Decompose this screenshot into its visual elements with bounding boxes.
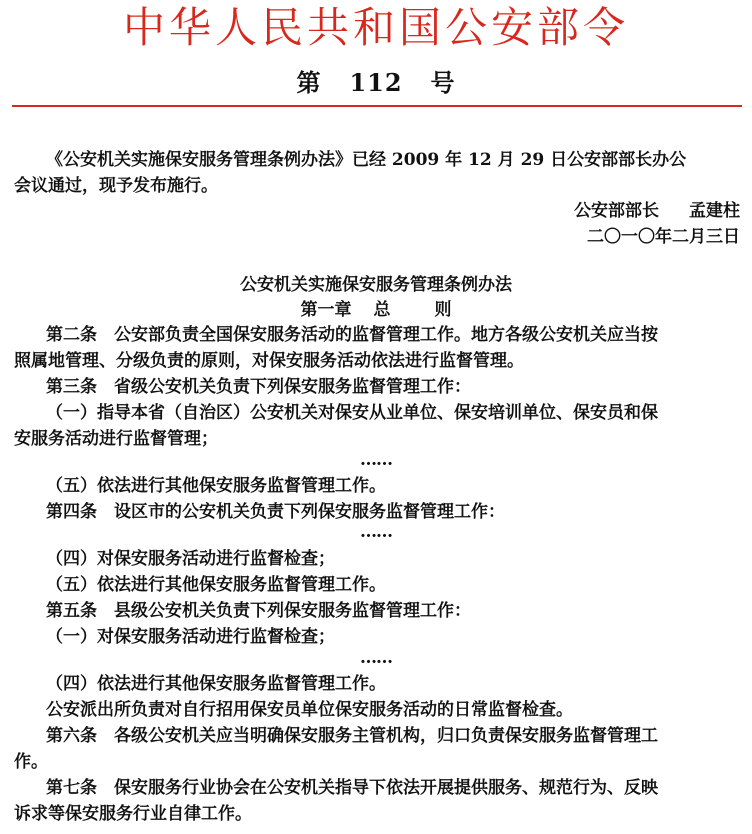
article-6-line-1: 第六条 各级公安机关应当明确保安服务主管机构，归口负责保安服务监督管理工 xyxy=(46,726,658,746)
omission-ellipsis-1: …… xyxy=(360,450,392,470)
article-3-item-1-line-1: （一）指导本省（自治区）公安机关对保安从业单位、保安培训单位、保安员和保 xyxy=(46,403,658,423)
decree-header-title: 中华人民共和国公安部令 xyxy=(122,3,629,52)
article-5-item-1: （一）对保安服务活动进行监督检查； xyxy=(46,627,335,647)
chapter-number: 第一章 xyxy=(300,300,352,320)
decree-number-value: 112 xyxy=(349,68,403,97)
chapter-title-part-1: 总 xyxy=(373,300,391,320)
article-5-police-station: 公安派出所负责对自行招用保安员单位保安服务活动的日常监督检查。 xyxy=(46,700,573,720)
article-7-line-2: 诉求等保安服务行业自律工作。 xyxy=(14,804,252,824)
article-4-line-1: 第四条 设区市的公安机关负责下列保安服务监督管理工作： xyxy=(46,502,505,522)
chapter-title-part-2: 则 xyxy=(434,300,452,320)
article-3-item-1-line-2: 安服务活动进行监督管理； xyxy=(14,429,218,449)
article-7-line-1: 第七条 保安服务行业协会在公安机关指导下依法开展提供服务、规范行为、反映 xyxy=(46,778,658,798)
omission-ellipsis-2: …… xyxy=(360,522,392,542)
article-3-line-1: 第三条 省级公安机关负责下列保安服务监督管理工作： xyxy=(46,377,471,397)
article-5-item-4: （四）依法进行其他保安服务监督管理工作。 xyxy=(46,674,386,694)
preamble-line-2: 会议通过，现予发布施行。 xyxy=(14,176,218,196)
signer-title: 公安部部长 xyxy=(574,201,659,221)
article-2-line-1: 第二条 公安部负责全国保安服务活动的监督管理工作。地方各级公安机关应当按 xyxy=(46,325,658,345)
chapter-heading xyxy=(0,297,752,323)
article-5-line-1: 第五条 县级公安机关负责下列保安服务监督管理工作： xyxy=(46,601,471,621)
decree-number-suffix: 号 xyxy=(430,68,456,97)
decree-number xyxy=(0,66,752,100)
signature-date: 二〇一〇年二月三日 xyxy=(587,227,740,247)
article-6-line-2: 作。 xyxy=(14,752,48,772)
omission-ellipsis-3: …… xyxy=(360,648,392,668)
article-2-line-2: 照属地管理、分级负责的原则，对保安服务活动依法进行监督管理。 xyxy=(14,351,524,371)
red-divider-line xyxy=(12,105,742,107)
document-title: 公安机关实施保安服务管理条例办法 xyxy=(240,275,512,295)
article-4-item-4: （四）对保安服务活动进行监督检查； xyxy=(46,549,335,569)
signature-title-name xyxy=(574,198,740,224)
preamble-line-1: 《公安机关实施保安服务管理条例办法》已经 2009 年 12 月 29 日公安部部长办公 xyxy=(46,150,687,170)
article-3-item-5: （五）依法进行其他保安服务监督管理工作。 xyxy=(46,476,386,496)
signer-name: 孟建柱 xyxy=(689,201,740,221)
decree-number-prefix: 第 xyxy=(296,68,322,97)
article-4-item-5: （五）依法进行其他保安服务监督管理工作。 xyxy=(46,575,386,595)
